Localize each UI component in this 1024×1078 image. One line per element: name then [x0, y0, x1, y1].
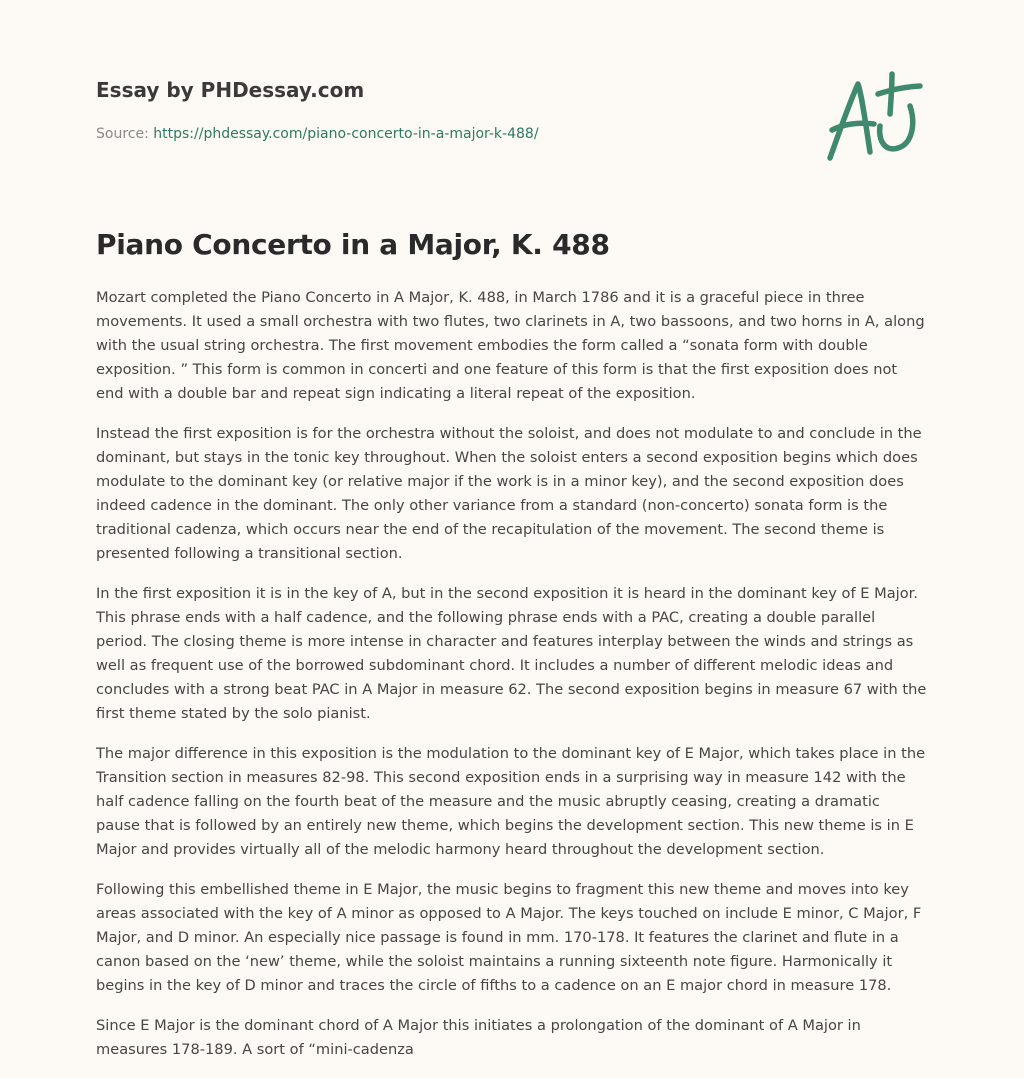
essay-title: Piano Concerto in a Major, K. 488	[96, 228, 610, 261]
source-link[interactable]: https://phdessay.com/piano-concerto-in-a-major-k-488/	[153, 126, 539, 142]
source-line	[96, 124, 796, 144]
essay-paragraph: The major difference in this exposition is the modulation to the dominant key of E Major, which takes place in the Transition section in measures 82-98. This second exposition ends in a surprising way in measure 142 with the half cadence falling on the fourth beat of the measure and the music abruptly ceasing, creating a dramatic pause that is followed by an entirely new theme, which begins the development section. This new theme is in E Major and provides virtually all of the melodic harmony heard throughout the development section.	[96, 745, 926, 858]
essay-paragraph: Mozart completed the Piano Concerto in A Major, K. 488, in March 1786 and it is a graceful piece in three movements. It used a small orchestra with two flutes, two clarinets in A, two bassoons, and two horns in A, along with the usual string orchestra. The first movement embodies the form called a “sonata form with double exposition. ” This form is common in concerti and one feature of this form is that the first exposition does not end with a double bar and repeat sign indicating a literal repeat of the exposition.	[96, 289, 925, 402]
source-label: Source:	[96, 126, 149, 142]
essay-paragraph: Since E Major is the dominant chord of A Major this initiates a prolongation of the dominant of A Major in measures 178-189. A sort of “mini-cadenza	[96, 1017, 861, 1058]
essay-body	[96, 286, 928, 1078]
a-plus-logo-icon	[820, 66, 930, 166]
essay-paragraph: Following this embellished theme in E Major, the music begins to fragment this new theme and moves into key areas associated with the key of A minor as opposed to A Major. The keys touched on include E minor, C Major, F Major, and D minor. An especially nice passage is found in mm. 170-178. It features the clarinet and flute in a canon based on the ‘new’ theme, while the soloist maintains a running sixteenth note figure. Harmonically it begins in the key of D minor and traces the circle of fifths to a cadence on an E major chord in measure 178.	[96, 881, 922, 994]
essay-header	[96, 76, 796, 144]
site-title: Essay by PHDessay.com	[96, 78, 365, 102]
essay-paragraph: In the first exposition it is in the key of A, but in the second exposition it is heard in the dominant key of E Major. This phrase ends with a half cadence, and the following phrase ends with a PAC, creating a double parallel period. The closing theme is more intense in character and features interplay between the winds and strings as well as frequent use of the borrowed subdominant chord. It includes a number of different melodic ideas and concludes with a strong beat PAC in A Major in measure 62. The second exposition begins in measure 67 with the first theme stated by the solo pianist.	[96, 585, 927, 722]
essay-paragraph: Instead the first exposition is for the orchestra without the soloist, and does not modulate to and conclude in the dominant, but stays in the tonic key throughout. When the soloist enters a second exposition begins which does modulate to the dominant key (or relative major if the work is in a minor key), and the second exposition does indeed cadence in the dominant. The only other variance from a standard (non-concerto) sonata form is the traditional cadenza, which occurs near the end of the recapitulation of the movement. The second theme is presented following a transitional section.	[96, 425, 922, 562]
